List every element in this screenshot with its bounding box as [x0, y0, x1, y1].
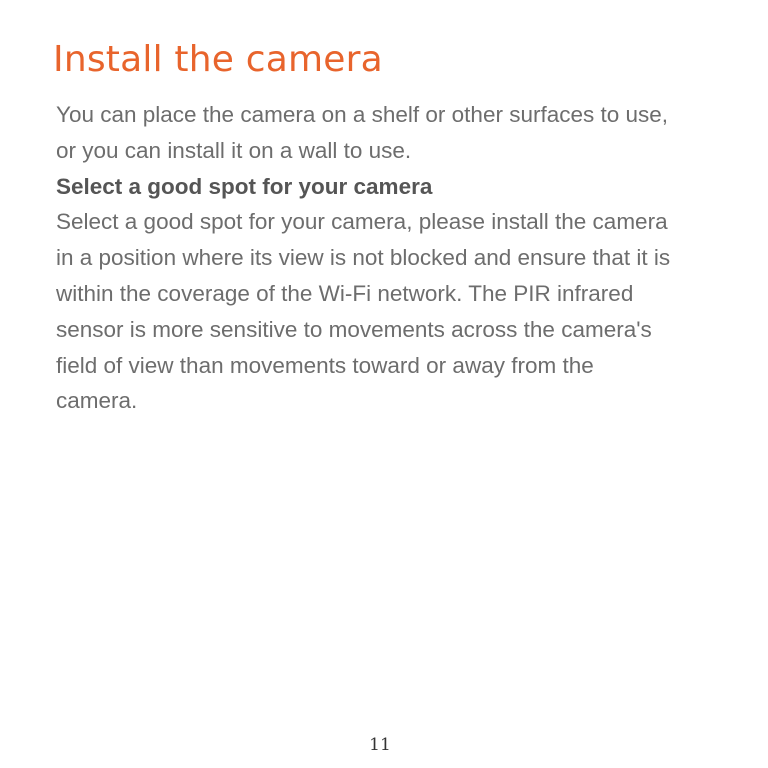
intro-line: or you can install it on a wall to use. — [56, 137, 412, 163]
section-subheading: Select a good spot for your camera — [56, 173, 433, 199]
body-content — [56, 97, 736, 419]
body-line: Select a good spot for your camera, please install the camera — [56, 209, 668, 235]
page-number: 11 — [369, 735, 391, 755]
body-line: sensor is more sensitive to movements across the camera's — [56, 316, 652, 342]
intro-line: You can place the camera on a shelf or other surfaces to use, — [56, 102, 669, 127]
body-line: within the coverage of the Wi-Fi network. The PIR infrared — [56, 280, 634, 306]
body-line: camera. — [56, 388, 138, 414]
page-title: Install the camera — [53, 39, 383, 80]
body-line: field of view than movements toward or away from the — [56, 352, 594, 378]
body-line: in a position where its view is not blocked and ensure that it is — [56, 245, 671, 271]
